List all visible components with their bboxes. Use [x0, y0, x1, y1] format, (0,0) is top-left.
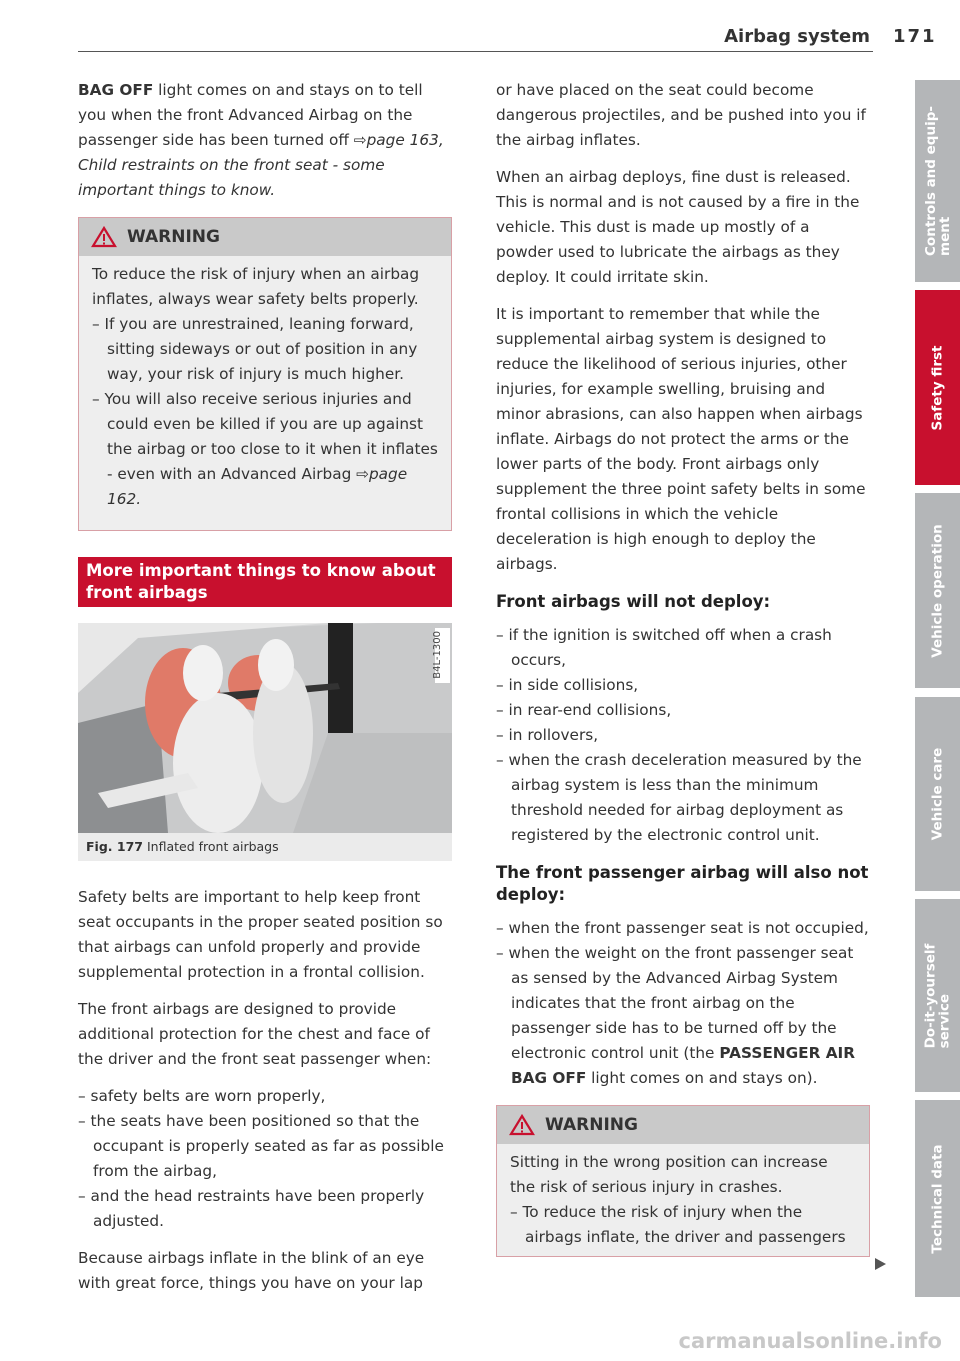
right-column: [496, 78, 870, 1283]
paragraph: Because airbags inflate in the blink of an eye with great force, things you have on your lap: [78, 1249, 425, 1292]
warning-triangle-icon: [509, 1114, 535, 1136]
indicator-name: BAG OFF: [78, 81, 154, 99]
list-item: – safety belts are worn properly,: [78, 1087, 326, 1105]
airbag-illustration: [78, 623, 452, 833]
tab-label: Controls and equip- ment: [922, 106, 953, 256]
caption-text: Inflated front airbags: [146, 839, 279, 854]
watermark: carmanualsonline.info: [678, 1329, 942, 1353]
warning-title: WARNING: [545, 1114, 638, 1135]
list-item: – and the head restraints have been properly adjusted.: [78, 1187, 425, 1230]
tab-vehicle-operation[interactable]: [915, 493, 960, 688]
section-title: More important things to know about front airbags: [78, 557, 452, 607]
warning-title: WARNING: [127, 226, 220, 247]
list-item: – in side collisions,: [496, 676, 639, 694]
tab-safety-first[interactable]: [915, 290, 960, 485]
list-item: [92, 387, 439, 512]
list-item: – when the front passenger seat is not occupied,: [496, 919, 869, 937]
intro-paragraph: [78, 78, 452, 203]
paragraph: The front airbags are designed to provide additional protection for the chest and face of the driver and the front seat passenger when:: [78, 1000, 432, 1068]
tab-vehicle-care[interactable]: [915, 697, 960, 891]
list-item: – when the crash deceleration measured by the airbag system is less than the minimum threshold needed for airbag deployment as registered by the electronic control unit.: [496, 751, 862, 844]
list-item: [496, 941, 870, 1091]
subheading: The front passenger airbag will also not deploy:: [496, 863, 869, 904]
tab-label: Do-it-yourself service: [922, 943, 953, 1048]
indicator-name: PASSENGER AIR BAG OFF: [511, 1044, 856, 1087]
list-item: – if the ignition is switched off when a crash occurs,: [496, 626, 832, 669]
warning-header: [79, 218, 451, 256]
left-column: [78, 78, 452, 1308]
tab-controls-and-equipment[interactable]: [915, 80, 960, 282]
warning-box: [78, 217, 452, 531]
header-title: Airbag system: [724, 26, 870, 47]
figure: [78, 623, 452, 861]
warning-triangle-icon: [91, 226, 117, 248]
warning-text: To reduce the risk of injury when an airbag inflates, always wear safety belts properly.: [92, 265, 420, 308]
page-number: 171: [893, 26, 937, 47]
figure-label: Fig. 177: [86, 839, 143, 854]
page-link[interactable]: ⇨page 162.: [107, 465, 408, 508]
warning-box: [496, 1105, 870, 1257]
intro-text: light comes on and stays on to tell you when the front Advanced Airbag on the passenger side has been turned off: [78, 81, 423, 149]
paragraph: or have placed on the seat could become dangerous projectiles, and be pushed into you if the airbag inflates.: [496, 81, 866, 149]
tab-technical-data[interactable]: [915, 1100, 960, 1297]
tab-label: Vehicle care: [929, 747, 946, 841]
list-item: – To reduce the risk of injury when the airbags inflate, the driver and passengers: [510, 1203, 846, 1246]
warning-header: [497, 1106, 869, 1144]
tab-do-it-yourself-service[interactable]: [915, 899, 960, 1092]
header-rule: [78, 51, 873, 52]
chapter-tabs: [915, 0, 960, 1361]
paragraph: Safety belts are important to help keep front seat occupants in the proper seated position so that airbags can unfold properly and provide supplemental protection in a frontal collision.: [78, 888, 443, 981]
list-item: – If you are unrestrained, leaning forward, sitting sideways or out of position in any way, your risk of injury is much higher.: [92, 315, 418, 383]
list-item: – in rollovers,: [496, 726, 599, 744]
subheading: Front airbags will not deploy:: [496, 592, 771, 611]
figure-code: B4L-1300: [432, 631, 443, 679]
page-link[interactable]: ⇨page 163, Child restraints on the front seat - some important things to know.: [78, 131, 444, 199]
tab-label: Technical data: [929, 1143, 946, 1254]
list-item: – in rear-end collisions,: [496, 701, 672, 719]
warning-text: Sitting in the wrong position can increase the risk of serious injury in crashes.: [510, 1153, 828, 1196]
tab-label: Safety first: [929, 345, 946, 430]
tab-label: Vehicle operation: [929, 523, 946, 658]
continue-arrow-icon: [875, 1258, 886, 1270]
figure-caption: [78, 833, 452, 861]
list-item-text: – when the weight on the front passenger seat as sensed by the Advanced Airbag System indicates that the front airbag on the passenger side has to be turned off by the electronic control unit (the: [496, 944, 854, 1062]
paragraph: It is important to remember that while the supplemental airbag system is designed to reduce the likelihood of serious injuries, other injuries, for example swelling, bruising and minor abrasions, can also happen when airbags inflate. Airbags do not protect the arms or the lower parts of the body. Front airbags only supplement the three point safety belts in some frontal collisions in which the vehicle deceleration is high enough to deploy the airbags.: [496, 305, 866, 573]
list-item-text: light comes on and stays on).: [586, 1069, 818, 1087]
list-item: – the seats have been positioned so that the occupant is properly seated as far as possible from the airbag,: [78, 1112, 444, 1180]
list-item-text: – You will also receive serious injuries and could even be killed if you are up against the airbag or too close to it when it inflates - even with an Advanced Airbag: [92, 390, 438, 483]
paragraph: When an airbag deploys, fine dust is released. This is normal and is not caused by a fire in the vehicle. This dust is made up mostly of a powder used to lubricate the airbags as they deploy. It could irritate skin.: [496, 168, 860, 286]
